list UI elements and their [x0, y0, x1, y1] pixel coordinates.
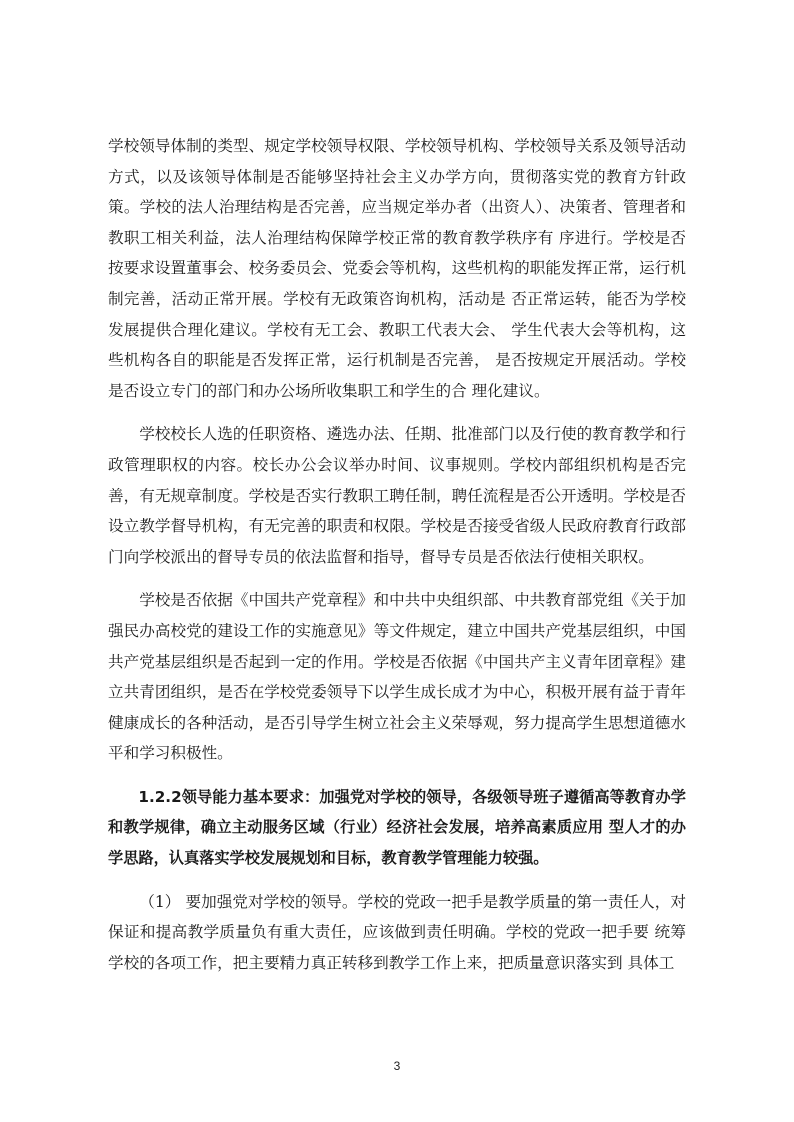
- section-heading-1-2-2: 1.2.2领导能力基本要求：加强党对学校的领导，各级领导班子遵循高等教育办学和教学规律，确立主动服务区域（行业）经济社会发展，培养高素质应用 型人才的办学思路，认真落实学校发展规划和目标，教育教学管理能力较强。: [108, 787, 686, 868]
- paragraph-party-organization: 学校是否依据《中国共产党章程》和中共中央组织部、中共教育部党组《关于加强民办高校党的建设工作的实施意见》等文件规定，建立中国共产党基层组织，中国共产党基层组织是否起到一定的作用。学校是否依据《中国共产主义青年团章程》建立共青团组织，是否在学校党委领导下以学生成长成才为中心，积极开展有益于青年健康成长的各种活动，是否引导学生树立社会主义荣辱观，努力提高学生思想道德水平和学习积极性。: [108, 591, 686, 763]
- paragraph-item-1: （1） 要加强党对学校的领导。学校的党政一把手是教学质量的第一责任人，对保证和提高教学质量负有重大责任，应该做到责任明确。学校的党政一把手要 统筹学校的各项工作，把主要精力真正转移到教学工作上来，把质量意识落实到 具体工: [108, 892, 686, 972]
- paragraph-president: 学校校长人选的任职资格、遴选办法、任期、批准部门以及行使的教育教学和行政管理职权的内容。校长办公会议举办时间、议事规则。学校内部组织机构是否完善，有无规章制度。学校是否实行教职工聘任制，聘任流程是否公开透明。学校是否设立教学督导机构，有无完善的职责和权限。学校是否接受省级人民政府教育行政部门向学校派出的督导专员的依法监督和指导，督导专员是否依法行使相关职权。: [108, 425, 686, 566]
- paragraph-leadership-system: 学校领导体制的类型、规定学校领导权限、学校领导机构、学校领导关系及领导活动方式，以及该领导体制是否能够坚持社会主义办学方向，贯彻落实党的教育方针政策。学校的法人治理结构是否完善，应当规定举办者（出资人）、决策者、管理者和教职工相关利益，法人治理结构保障学校正常的教育教学秩序有 序进行。学校是否按要求设置董事会、校务委员会、党委会等机构，这些机构的职能发挥正常，运行机制完善，活动正常开展。学校有无政策咨询机构，活动是 否正常运转，能否为学校发展提供合理化建议。学校有无工会、教职工代表大会、 学生代表大会等机构，这些机构各自的职能是否发挥正常，运行机制是否完善， 是否按规定开展活动。学校是否设立专门的部门和办公场所收集职工和学生的合 理化建议。: [108, 137, 686, 400]
- document-body: [108, 131, 686, 991]
- page-number: 3: [393, 1059, 401, 1073]
